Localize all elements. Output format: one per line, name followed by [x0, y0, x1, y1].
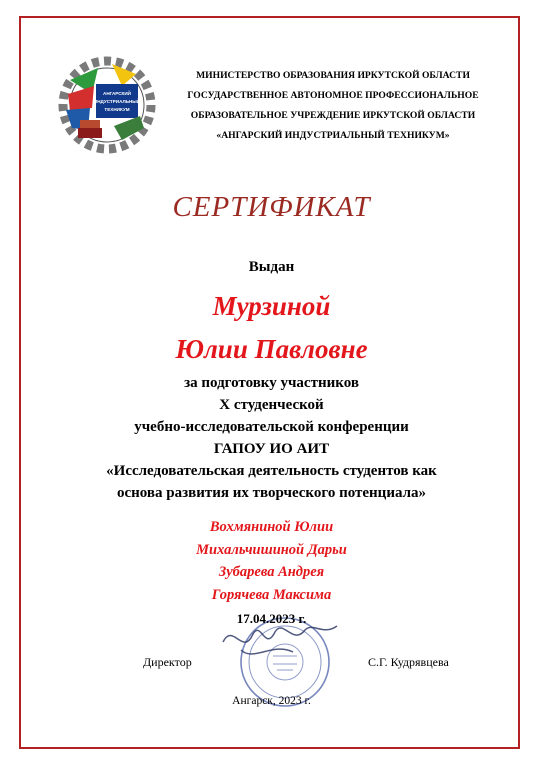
header-line-4: «АНГАРСКИЙ ИНДУСТРИАЛЬНЫЙ ТЕХНИКУМ»: [216, 130, 450, 141]
director-label: Директор: [143, 655, 192, 669]
logo-text-1: АНГАРСКИЙ: [103, 91, 131, 96]
college-logo: [52, 50, 162, 160]
student-name: Зубарева Андрея: [218, 564, 325, 580]
recipient-surname: Мурзиной: [212, 291, 331, 321]
body-line: ГАПОУ ИО АИТ: [213, 441, 330, 457]
city-year: Ангарск, 2023 г.: [232, 695, 311, 707]
signature: [223, 626, 337, 654]
recipient-given-names: Юлии Павловне: [175, 334, 368, 364]
body-line: основа развития их творческого потенциала»: [116, 485, 427, 501]
header-line-1: МИНИСТЕРСТВО ОБРАЗОВАНИЯ ИРКУТСКОЙ ОБЛАСТИ: [196, 70, 470, 81]
body-line: X студенческой: [219, 397, 324, 413]
header-line-3: ОБРАЗОВАТЕЛЬНОЕ УЧРЕЖДЕНИЕ ИРКУТСКОЙ ОБЛАСТИ: [190, 110, 476, 121]
student-name: Михальчишиной Дарьи: [196, 541, 347, 558]
logo-text-3: ТЕХНИКУМ: [104, 107, 130, 112]
director-name: С.Г. Кудрявцева: [368, 655, 449, 669]
logo-text-2: ИНДУСТРИАЛЬНЫЙ: [93, 99, 141, 104]
institution-header: [168, 66, 498, 146]
certificate-body: [0, 372, 543, 504]
issue-date: 17.04.2023 г.: [236, 611, 307, 626]
body-line: учебно-исследовательской конференции: [134, 419, 409, 435]
student-name: Горячева Максима: [211, 586, 332, 603]
header-line-2: ГОСУДАРСТВЕННОЕ АВТОНОМНОЕ ПРОФЕССИОНАЛЬНОЕ: [187, 90, 479, 101]
student-name: Вохмяниной Юлии: [209, 519, 334, 535]
body-line: «Исследовательская деятельность студентов как: [106, 463, 437, 479]
certificate-title: СЕРТИФИКАТ: [172, 191, 371, 223]
student-list: [0, 516, 543, 606]
body-line: за подготовку участников: [184, 375, 359, 391]
issued-label: Выдан: [248, 259, 295, 275]
